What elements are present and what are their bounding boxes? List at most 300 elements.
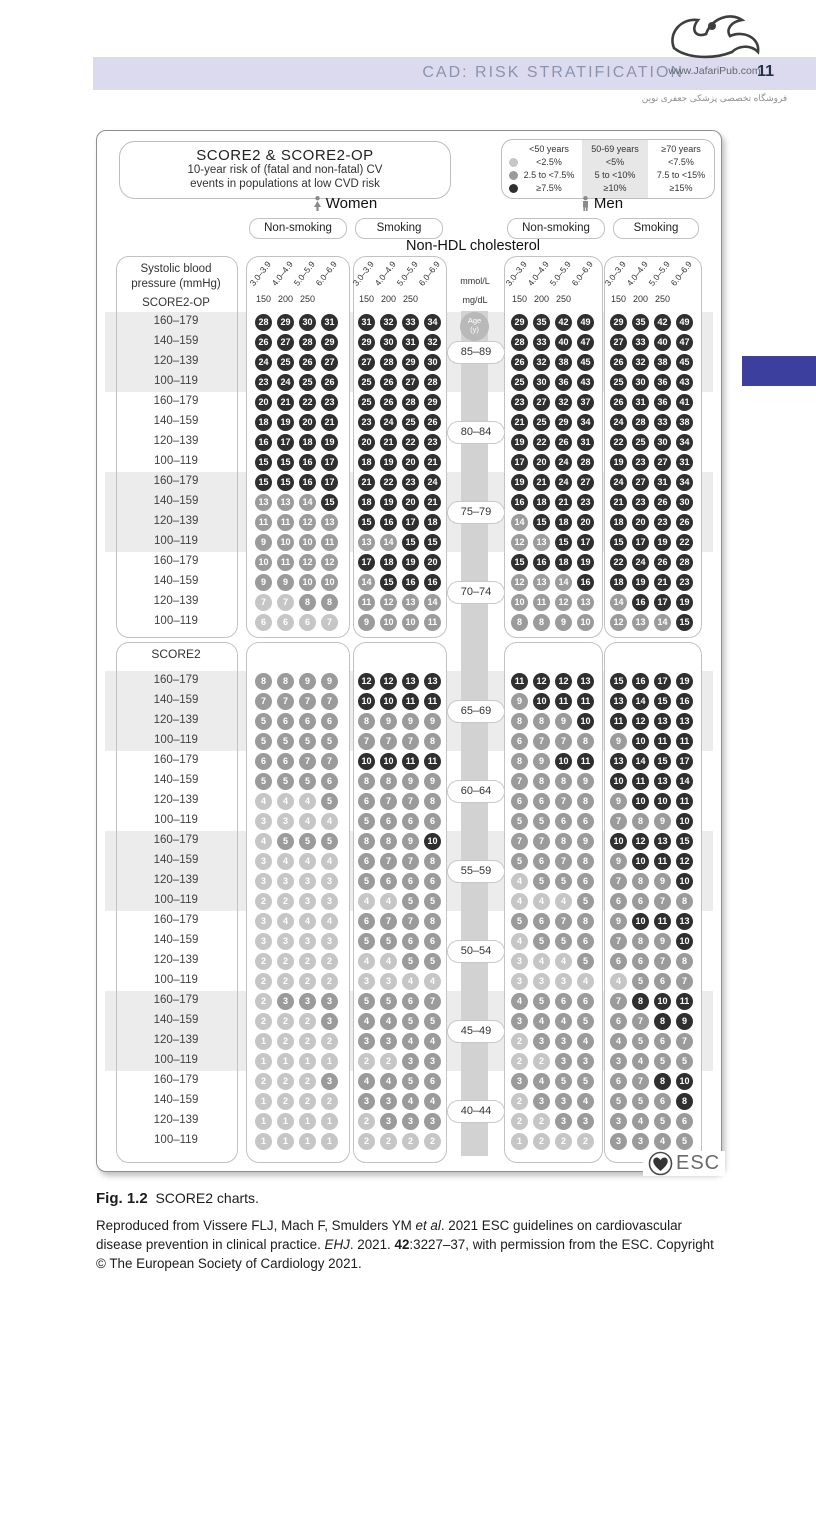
risk-cell: 27	[533, 394, 550, 411]
risk-cell: 31	[321, 314, 338, 331]
risk-cell: 4	[511, 893, 528, 910]
risk-cell: 4	[358, 1013, 375, 1030]
risk-cell: 6	[402, 933, 419, 950]
bp-row-label: 140–159	[153, 1094, 199, 1106]
cholesterol-col-label: 5.0–5.9	[547, 259, 573, 288]
risk-cell: 1	[277, 1133, 294, 1150]
risk-cell: 2	[299, 973, 316, 990]
bp-row-label: 100–119	[154, 375, 198, 387]
risk-cell: 6	[358, 793, 375, 810]
risk-cell: 15	[610, 673, 627, 690]
cholesterol-col-label: 3.0–3.9	[350, 259, 376, 288]
risk-cell: 11	[321, 534, 338, 551]
risk-cell: 13	[676, 913, 693, 930]
risk-cell: 8	[577, 913, 594, 930]
risk-cell: 24	[610, 414, 627, 431]
risk-cell: 30	[676, 494, 693, 511]
risk-cell: 8	[511, 753, 528, 770]
risk-cell: 25	[358, 374, 375, 391]
risk-cell: 8	[511, 713, 528, 730]
risk-cell: 3	[402, 1113, 419, 1130]
risk-cell: 12	[632, 713, 649, 730]
risk-cell: 7	[511, 773, 528, 790]
risk-cell: 4	[358, 893, 375, 910]
score2-op-label: SCORE2-OP	[142, 297, 210, 309]
risk-cell: 14	[299, 494, 316, 511]
risk-cell: 20	[255, 394, 272, 411]
risk-cell: 16	[676, 693, 693, 710]
risk-cell: 2	[277, 1073, 294, 1090]
risk-cell: 8	[299, 594, 316, 611]
risk-cell: 13	[424, 673, 441, 690]
risk-cell: 2	[555, 1133, 572, 1150]
risk-cell: 7	[402, 853, 419, 870]
risk-cell: 20	[533, 454, 550, 471]
risk-cell: 27	[321, 354, 338, 371]
risk-cell: 5	[255, 773, 272, 790]
women-smoking-pill: Smoking	[355, 218, 443, 239]
bp-row-label: 120–139	[153, 714, 199, 726]
risk-cell: 6	[632, 953, 649, 970]
age-pill: 70–74	[447, 581, 505, 604]
risk-cell: 4	[533, 893, 550, 910]
legend-dot-mid-icon	[509, 171, 518, 180]
cholesterol-col-mgdl: 150	[511, 294, 528, 304]
risk-cell: 13	[277, 494, 294, 511]
risk-cell: 6	[511, 733, 528, 750]
risk-cell: 21	[277, 394, 294, 411]
risk-cell: 5	[321, 833, 338, 850]
risk-cell: 10	[676, 1073, 693, 1090]
risk-cell: 6	[380, 873, 397, 890]
risk-cell: 1	[277, 1113, 294, 1130]
cholesterol-col-mgdl: 200	[277, 294, 294, 304]
risk-cell: 26	[555, 434, 572, 451]
caption-segment: . 2021 ESC guidelines on cardiovascular disease prevention in clinical practice.	[96, 1218, 683, 1252]
risk-cell: 8	[577, 733, 594, 750]
risk-cell: 29	[610, 314, 627, 331]
risk-cell: 4	[632, 1053, 649, 1070]
risk-cell: 7	[533, 833, 550, 850]
risk-cell: 6	[654, 1093, 671, 1110]
risk-cell: 12	[380, 594, 397, 611]
bp-row-label: 100–119	[154, 535, 198, 547]
risk-cell: 4	[321, 813, 338, 830]
risk-cell: 15	[424, 534, 441, 551]
risk-cell: 3	[380, 1093, 397, 1110]
risk-cell: 4	[277, 853, 294, 870]
risk-cell: 23	[632, 454, 649, 471]
risk-cell: 17	[321, 454, 338, 471]
risk-cell: 19	[380, 454, 397, 471]
risk-cell: 24	[610, 474, 627, 491]
risk-cell: 8	[676, 893, 693, 910]
risk-cell: 4	[533, 1073, 550, 1090]
bp-row-label: 140–159	[153, 694, 199, 706]
risk-cell: 31	[632, 394, 649, 411]
risk-cell: 21	[424, 494, 441, 511]
risk-cell: 2	[511, 1113, 528, 1130]
risk-cell: 31	[654, 474, 671, 491]
risk-cell: 7	[321, 753, 338, 770]
watermark-subtitle: فروشگاه تخصصی پزشکی جعفری نوین	[641, 93, 788, 103]
risk-cell: 33	[654, 414, 671, 431]
risk-cell: 15	[277, 474, 294, 491]
risk-cell: 5	[533, 993, 550, 1010]
risk-cell: 11	[654, 853, 671, 870]
risk-cell: 9	[533, 753, 550, 770]
risk-cell: 8	[533, 773, 550, 790]
cholesterol-col-mgdl: 200	[632, 294, 649, 304]
risk-cell: 3	[358, 1033, 375, 1050]
risk-cell: 24	[555, 474, 572, 491]
risk-cell: 26	[380, 374, 397, 391]
risk-cell: 6	[511, 793, 528, 810]
risk-cell: 9	[610, 853, 627, 870]
risk-cell: 7	[402, 793, 419, 810]
risk-cell: 27	[654, 454, 671, 471]
legend-dot-high-icon	[509, 184, 518, 193]
risk-cell: 24	[555, 454, 572, 471]
risk-cell: 16	[632, 673, 649, 690]
risk-cell: 4	[610, 1033, 627, 1050]
risk-cell: 4	[277, 913, 294, 930]
risk-cell: 6	[424, 1073, 441, 1090]
risk-cell: 3	[555, 1113, 572, 1130]
risk-cell: 2	[299, 1013, 316, 1030]
bp-row-label: 120–139	[153, 1114, 199, 1126]
risk-cell: 1	[255, 1053, 272, 1070]
risk-cell: 3	[277, 993, 294, 1010]
risk-cell: 17	[676, 753, 693, 770]
risk-cell: 17	[654, 594, 671, 611]
risk-cell: 2	[277, 1013, 294, 1030]
risk-cell: 9	[610, 793, 627, 810]
risk-cell: 6	[299, 614, 316, 631]
risk-cell: 11	[402, 693, 419, 710]
risk-cell: 18	[358, 454, 375, 471]
risk-cell: 9	[424, 773, 441, 790]
risk-cell: 17	[402, 514, 419, 531]
risk-cell: 6	[654, 973, 671, 990]
risk-cell: 5	[358, 873, 375, 890]
risk-cell: 4	[321, 913, 338, 930]
risk-cell: 1	[299, 1053, 316, 1070]
risk-cell: 4	[654, 1133, 671, 1150]
risk-cell: 13	[321, 514, 338, 531]
risk-cell: 5	[358, 933, 375, 950]
age-pill: 65–69	[447, 700, 505, 723]
risk-cell: 2	[255, 953, 272, 970]
cholesterol-col-label: 6.0–6.9	[668, 259, 694, 288]
figure-caption-body	[96, 1216, 721, 1273]
risk-cell: 12	[299, 554, 316, 571]
risk-cell: 12	[610, 614, 627, 631]
risk-cell: 2	[533, 1053, 550, 1070]
risk-cell: 5	[654, 1053, 671, 1070]
risk-cell: 6	[555, 993, 572, 1010]
risk-cell: 21	[654, 574, 671, 591]
risk-cell: 19	[577, 554, 594, 571]
risk-cell: 19	[632, 574, 649, 591]
risk-cell: 19	[511, 434, 528, 451]
risk-cell: 7	[555, 913, 572, 930]
risk-cell: 10	[380, 693, 397, 710]
bp-row-label: 140–159	[153, 1014, 199, 1026]
risk-cell: 15	[676, 614, 693, 631]
risk-cell: 9	[511, 693, 528, 710]
risk-cell: 23	[358, 414, 375, 431]
risk-cell: 5	[358, 813, 375, 830]
risk-cell: 4	[299, 813, 316, 830]
risk-cell: 8	[358, 833, 375, 850]
risk-cell: 2	[511, 1093, 528, 1110]
risk-cell: 3	[380, 973, 397, 990]
risk-cell: 14	[555, 574, 572, 591]
man-icon	[581, 196, 590, 211]
risk-cell: 43	[577, 374, 594, 391]
risk-cell: 13	[632, 614, 649, 631]
risk-cell: 26	[610, 354, 627, 371]
bp-row-label: 160–179	[153, 395, 199, 407]
risk-cell: 7	[255, 594, 272, 611]
risk-cell: 9	[555, 614, 572, 631]
cholesterol-col-mgdl: 250	[654, 294, 671, 304]
age-pill: 40–44	[447, 1100, 505, 1123]
risk-cell: 13	[654, 833, 671, 850]
risk-cell: 19	[654, 534, 671, 551]
risk-cell: 15	[676, 833, 693, 850]
risk-cell: 11	[676, 993, 693, 1010]
risk-cell: 5	[555, 1073, 572, 1090]
risk-cell: 6	[610, 1013, 627, 1030]
men-header-label: Men	[593, 195, 624, 212]
risk-cell: 5	[555, 933, 572, 950]
risk-cell: 4	[424, 1093, 441, 1110]
risk-cell: 14	[632, 693, 649, 710]
risk-cell: 3	[555, 1093, 572, 1110]
figure-title: SCORE2 charts.	[155, 1190, 259, 1206]
risk-cell: 7	[255, 693, 272, 710]
risk-cell: 2	[533, 1133, 550, 1150]
risk-cell: 6	[380, 813, 397, 830]
risk-cell: 10	[358, 753, 375, 770]
risk-cell: 7	[321, 614, 338, 631]
score2-section-label: SCORE2	[151, 647, 201, 661]
chart-subtitle-line2: events in populations at low CVD risk	[190, 177, 380, 190]
risk-cell: 14	[610, 594, 627, 611]
risk-cell: 23	[632, 494, 649, 511]
risk-cell: 25	[632, 434, 649, 451]
risk-cell: 4	[555, 893, 572, 910]
risk-cell: 21	[511, 414, 528, 431]
risk-cell: 13	[676, 713, 693, 730]
risk-cell: 25	[277, 354, 294, 371]
risk-cell: 11	[577, 693, 594, 710]
risk-cell: 3	[610, 1053, 627, 1070]
cholesterol-col-label: 4.0–4.9	[269, 259, 295, 288]
risk-cell: 18	[555, 514, 572, 531]
age-axis-header: Age (y)	[460, 312, 489, 341]
bp-row-label: 100–119	[154, 974, 198, 986]
bp-row-label: 100–119	[154, 455, 198, 467]
risk-cell: 16	[632, 594, 649, 611]
risk-cell: 8	[632, 933, 649, 950]
risk-cell: 3	[511, 953, 528, 970]
risk-cell: 34	[676, 434, 693, 451]
risk-cell: 13	[610, 693, 627, 710]
risk-cell: 28	[299, 334, 316, 351]
bp-row-label: 100–119	[154, 734, 198, 746]
risk-cell: 13	[654, 713, 671, 730]
risk-cell: 28	[402, 394, 419, 411]
risk-cell: 5	[358, 993, 375, 1010]
risk-cell: 6	[321, 773, 338, 790]
risk-cell: 5	[533, 813, 550, 830]
risk-cell: 22	[610, 434, 627, 451]
legend-column-1: 50-69 years <5% 5 to <10% ≥10%	[582, 140, 648, 198]
risk-cell: 18	[610, 574, 627, 591]
risk-cell: 5	[299, 773, 316, 790]
risk-cell: 4	[402, 1093, 419, 1110]
men-smoking-pill: Smoking	[613, 218, 699, 239]
risk-cell: 29	[321, 334, 338, 351]
risk-cell: 20	[577, 514, 594, 531]
risk-cell: 9	[299, 673, 316, 690]
risk-cell: 23	[321, 394, 338, 411]
bp-row-label: 120–139	[153, 595, 199, 607]
risk-cell: 5	[402, 953, 419, 970]
risk-cell: 7	[380, 733, 397, 750]
age-pill: 55–59	[447, 860, 505, 883]
risk-cell: 25	[610, 374, 627, 391]
risk-cell: 20	[424, 554, 441, 571]
risk-cell: 23	[511, 394, 528, 411]
risk-cell: 9	[654, 813, 671, 830]
bp-row-label: 100–119	[154, 1054, 198, 1066]
risk-cell: 7	[424, 993, 441, 1010]
risk-cell: 21	[555, 494, 572, 511]
risk-cell: 37	[577, 394, 594, 411]
bp-axis-line1: Systolic blood	[140, 263, 212, 275]
risk-cell: 21	[321, 414, 338, 431]
risk-cell: 11	[654, 913, 671, 930]
women-header	[245, 195, 445, 212]
risk-cell: 4	[555, 953, 572, 970]
risk-cell: 23	[654, 514, 671, 531]
risk-cell: 10	[632, 853, 649, 870]
risk-cell: 2	[255, 973, 272, 990]
risk-cell: 36	[555, 374, 572, 391]
risk-cell: 22	[676, 534, 693, 551]
risk-cell: 11	[676, 733, 693, 750]
risk-cell: 10	[654, 993, 671, 1010]
risk-cell: 30	[654, 434, 671, 451]
risk-cell: 35	[533, 314, 550, 331]
risk-cell: 3	[255, 813, 272, 830]
risk-cell: 10	[380, 753, 397, 770]
risk-cell: 16	[511, 494, 528, 511]
risk-cell: 28	[255, 314, 272, 331]
risk-cell: 12	[632, 833, 649, 850]
risk-cell: 5	[511, 853, 528, 870]
bp-row-label: 160–179	[153, 914, 199, 926]
risk-cell: 4	[380, 1073, 397, 1090]
legend-column-0: <50 years <2.5% 2.5 to <7.5% ≥7.5%	[523, 144, 575, 193]
esc-logo	[643, 1151, 725, 1176]
risk-cell: 3	[321, 1013, 338, 1030]
risk-cell: 40	[654, 334, 671, 351]
risk-cell: 10	[321, 574, 338, 591]
risk-cell: 7	[380, 793, 397, 810]
risk-cell: 31	[402, 334, 419, 351]
risk-cell: 30	[424, 354, 441, 371]
caption-segment: 42	[394, 1237, 410, 1252]
bp-row-label: 100–119	[154, 894, 198, 906]
risk-cell: 14	[358, 574, 375, 591]
risk-cell: 15	[255, 474, 272, 491]
risk-cell: 9	[402, 773, 419, 790]
risk-cell: 2	[321, 1033, 338, 1050]
risk-cell: 7	[654, 893, 671, 910]
figure-caption-title	[96, 1190, 721, 1207]
cholesterol-col-mgdl: 200	[380, 294, 397, 304]
risk-cell: 7	[610, 813, 627, 830]
risk-cell: 3	[555, 973, 572, 990]
risk-cell: 14	[511, 514, 528, 531]
risk-cell: 8	[676, 1093, 693, 1110]
bp-row-label: 140–159	[153, 495, 199, 507]
risk-cell: 31	[358, 314, 375, 331]
age-pill: 80–84	[447, 421, 505, 444]
risk-cell: 2	[255, 1013, 272, 1030]
cholesterol-col-label: 3.0–3.9	[602, 259, 628, 288]
risk-cell: 3	[321, 1073, 338, 1090]
risk-cell: 21	[610, 494, 627, 511]
risk-cell: 35	[632, 314, 649, 331]
cholesterol-col-mgdl: 150	[255, 294, 272, 304]
risk-cell: 9	[654, 933, 671, 950]
risk-cell: 17	[654, 673, 671, 690]
risk-cell: 27	[632, 474, 649, 491]
risk-cell: 38	[676, 414, 693, 431]
risk-cell: 2	[277, 1033, 294, 1050]
risk-cell: 49	[577, 314, 594, 331]
risk-cell: 28	[676, 554, 693, 571]
risk-cell: 3	[299, 873, 316, 890]
risk-cell: 7	[654, 953, 671, 970]
risk-cell: 6	[424, 813, 441, 830]
risk-cell: 4	[380, 893, 397, 910]
risk-cell: 7	[610, 873, 627, 890]
publisher-watermark	[627, 4, 802, 104]
risk-cell: 1	[299, 1113, 316, 1130]
risk-cell: 10	[610, 833, 627, 850]
risk-cell: 26	[676, 514, 693, 531]
cholesterol-col-mgdl: 150	[610, 294, 627, 304]
risk-cell: 12	[533, 673, 550, 690]
risk-cell: 30	[380, 334, 397, 351]
risk-cell: 10	[577, 614, 594, 631]
risk-cell: 3	[277, 873, 294, 890]
risk-cell: 28	[424, 374, 441, 391]
risk-cell: 4	[424, 1033, 441, 1050]
risk-cell: 2	[321, 953, 338, 970]
risk-cell: 3	[424, 1113, 441, 1130]
risk-cell: 19	[610, 454, 627, 471]
risk-cell: 2	[277, 973, 294, 990]
risk-cell: 6	[555, 813, 572, 830]
